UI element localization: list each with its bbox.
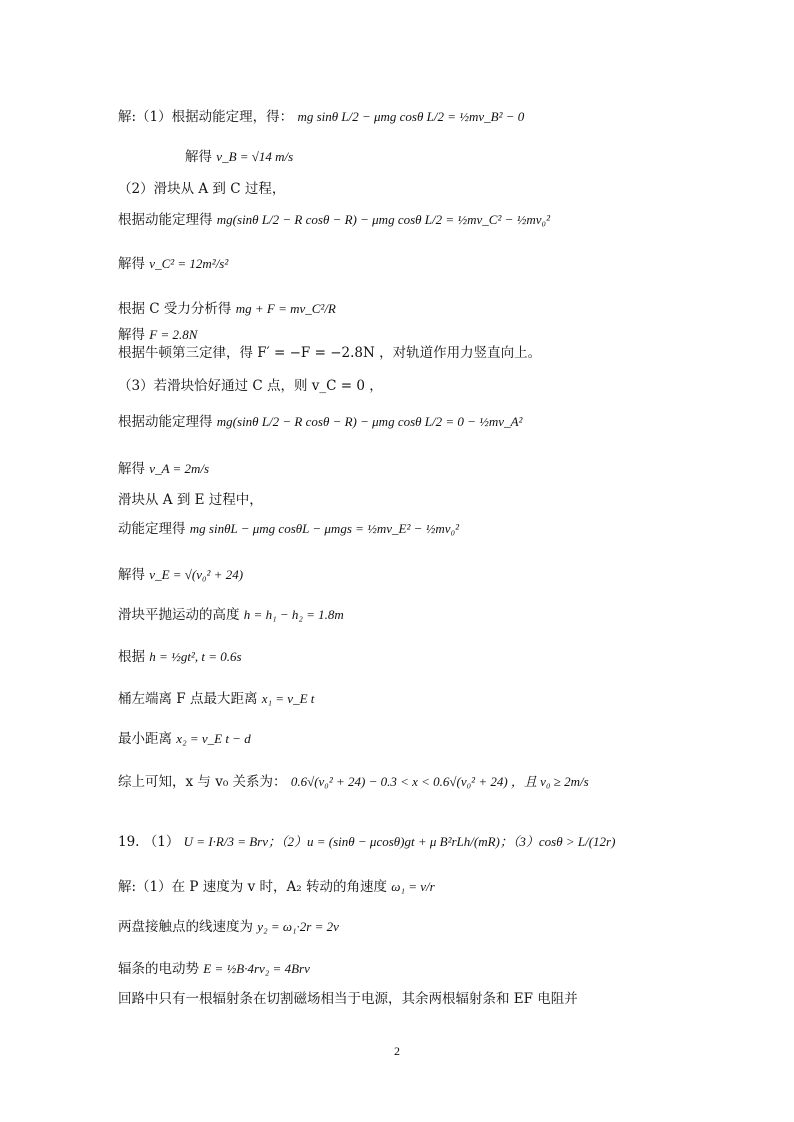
line-8: 根据牛顿第三定律，得 F′ = −F = −2.8N ，对轨道作用力竖直向上。 [118, 345, 542, 361]
line-3: （2）滑块从 A 到 C 过程， [118, 181, 286, 197]
line-21: 解:（1）在 P 速度为 v 时，A₂ 转动的角速度 ω₁ = v/r [118, 879, 435, 895]
line-23: 辐条的电动势 E = ½B·4rv₂ = 4Brv [118, 961, 310, 977]
line-6: 根据 C 受力分析得 mg + F = mv_C²/R [118, 301, 336, 317]
line-12: 滑块从 A 到 E 过程中， [118, 492, 263, 508]
line-20: 19. （1） U = I·R/3 = Brv；（2）u = (sinθ − μcosθ)gt + μ B²rLh/(mR)；（3）cosθ > L/(12r) [118, 834, 616, 850]
page-number: 2 [394, 1044, 400, 1058]
line-9: （3）若滑块恰好通过 C 点，则 v_C = 0 ， [118, 378, 383, 394]
line-16: 根据 h = ½gt², t = 0.6s [118, 649, 242, 665]
line-15: 滑块平抛运动的高度 h = h₁ − h₂ = 1.8m [118, 607, 344, 623]
line-11: 解得 v_A = 2m/s [118, 461, 210, 477]
line-5: 解得 v_C² = 12m²/s² [118, 256, 229, 272]
line-7: 解得 F = 2.8N [118, 327, 198, 343]
line-2: 解得 v_B = √14 m/s [185, 149, 294, 165]
line-4: 根据动能定理得 mg(sinθ L/2 − R cosθ − R) − μmg cosθ L/2 = ½mv_C² − ½mv₀² [118, 212, 550, 228]
line-10: 根据动能定理得 mg(sinθ L/2 − R cosθ − R) − μmg cosθ L/2 = 0 − ½mv_A² [118, 414, 523, 430]
line-17: 桶左端离 F 点最大距离 x₁ = v_E t [118, 691, 315, 707]
line-22: 两盘接触点的线速度为 y₂ = ω₁·2r = 2v [118, 919, 339, 935]
line-13: 动能定理得 mg sinθL − μmg cosθL − μmgs = ½mv_E² − ½mv₀² [118, 521, 459, 537]
line-14: 解得 v_E = √(v₀² + 24) [118, 567, 244, 583]
line-18: 最小距离 x₂ = v_E t − d [118, 731, 251, 747]
line-1: 解:（1）根据动能定理，得： mg sinθ L/2 − μmg cosθ L/2 = ½mv_B² − 0 [118, 109, 525, 125]
line-19: 综上可知，x 与 v₀ 关系为： 0.6√(v₀² + 24) − 0.3 < x < 0.6√(v₀² + 24) ，且 v₀ ≥ 2m/s [118, 774, 589, 790]
line-24: 回路中只有一根辐射条在切割磁场相当于电源，其余两根辐射条和 EF 电阻并 [118, 991, 578, 1007]
